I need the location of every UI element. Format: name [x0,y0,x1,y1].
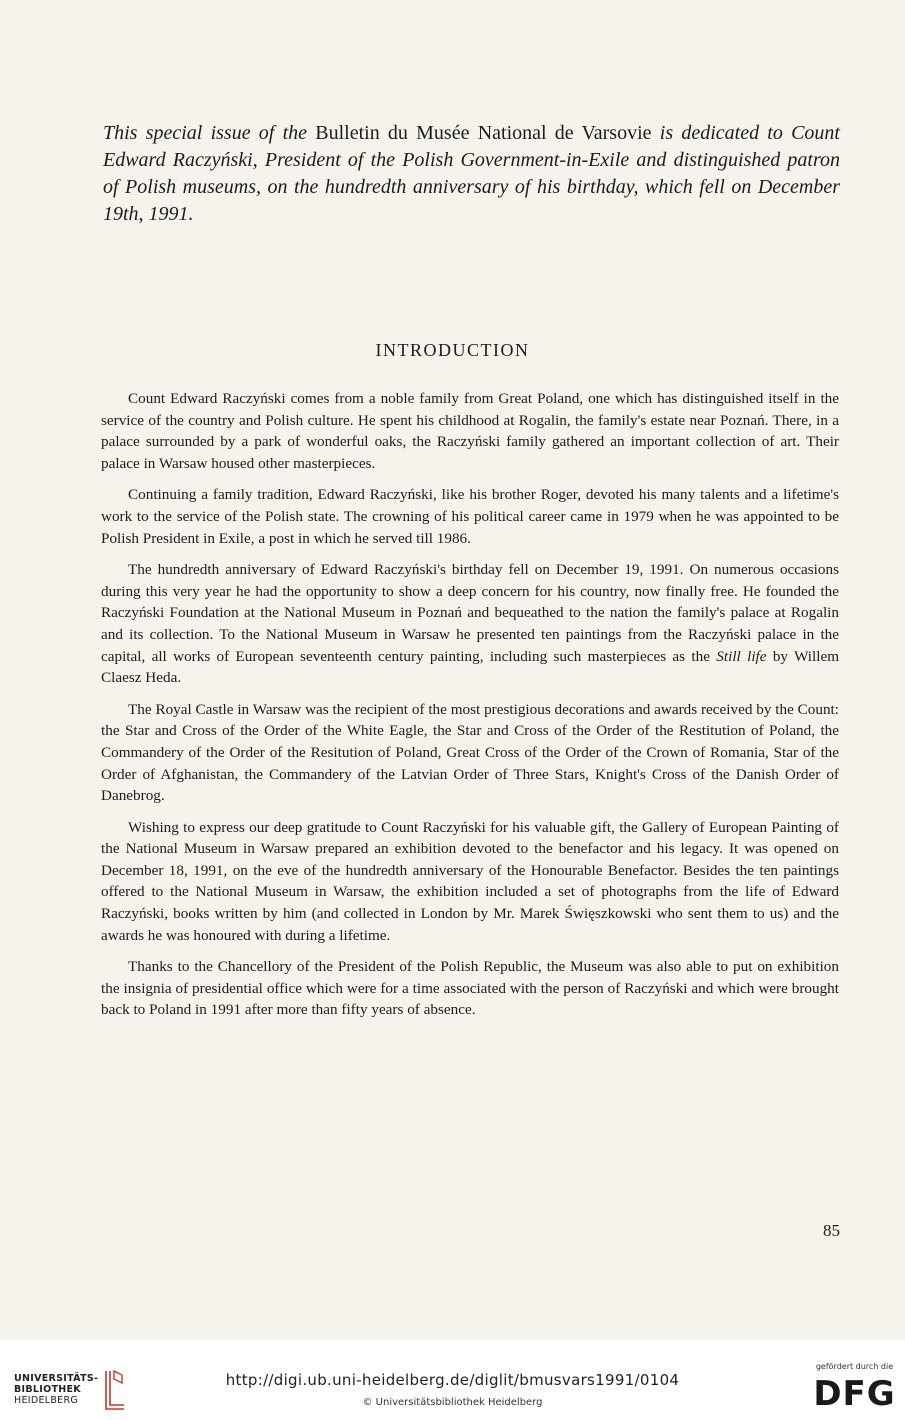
artwork-title: Still life [716,647,767,665]
page-number: 85 [823,1221,840,1240]
dedication [103,120,840,228]
introduction-body [101,388,839,1031]
dedication-text-start: This special issue of the [103,122,316,144]
paragraph-1: Count Edward Raczyński comes from a noble family from Great Poland, one which has distinguished itself in the service of the country and Polish culture. He spent his childhood at Rogalin, the family's estate near Poznań. There, in a palace surrounded by a park of wonderful oaks, the Raczyński family gathered an important collection of art. Their palace in Warsaw housed other masterpieces. [101,390,839,472]
copyright-notice: © Universitätsbibliothek Heidelberg [362,1397,543,1408]
paragraph-3-text: The hundredth anniversary of Edward Raczyński's birthday fell on December 19, 1991. On numerous occasions during this very year he had the opportunity to show a deep concern for his country, now finally free. He founded the Raczyński Foundation at the National Museum in Poznań and bequeathed to the nation the family's palace at Rogalin and its collection. To the National Museum in Warsaw he presented ten paintings from the Raczyński palace in the capital, all works of European seventeenth century painting, including such masterpieces as the [101,561,839,665]
permalink-link[interactable]: http://digi.ub.uni-heidelberg.de/diglit/bmusvars1991/0104 [225,1371,680,1389]
paragraph-6: Thanks to the Chancellory of the President of the Polish Republic, the Museum was also able to put on exhibition the insignia of presidential office which were for a time associated with the person of Raczyński and which were brought back to Poland in 1991 after more than fifty years of absence. [101,958,839,1019]
paragraph-3-end: by Willem Claesz Heda. [101,647,840,687]
library-line-3: HEIDELBERG [14,1395,79,1406]
digitization-footer [0,1340,905,1420]
journal-title: Bulletin du Musée National de Varsovie [315,122,652,144]
library-line-1: UNIVERSITÄTS- [14,1373,99,1384]
funded-by-label: gefördert durch die [815,1362,894,1371]
paragraph-3 [101,559,839,689]
paragraph-4: The Royal Castle in Warsaw was the recipient of the most prestigious decorations and awards received by the Count: the Star and Cross of the Order of the White Eagle, the Star and Cross of the Order of the Restitution of Poland, the Commandery of the Order of the Resitution of Poland, Great Cross of the Order of the Crown of Romania, Star of the Order of Afghanistan, the Commandery of the Latvian Order of Three Stars, Knight's Cross of the Danish Order of Danebrog. [101,700,839,805]
paragraph-2: Continuing a family tradition, Edward Raczyński, like his brother Roger, devoted his many talents and a lifetime's work to the service of the Polish state. The crowning of his political career came in 1979 when he was appointed to be Polish President in Exile, a post in which he served till 1986. [101,486,839,547]
section-heading: INTRODUCTION [375,340,530,360]
dfg-logo: DFG [813,1374,896,1414]
library-line-2: BIBLIOTHEK [14,1384,81,1395]
paragraph-5: Wishing to express our deep gratitude to Count Raczyński for his valuable gift, the Gallery of European Painting of the National Museum in Warsaw prepared an exhibition devoted to the benefactor and his legacy. It was opened on December 18, 1991, on the eve of the hundredth anniversary of the Honourable Benefactor. Besides the ten paintings offered to the National Museum in Warsaw, the exhibition included a set of photographs from the life of Edward Raczyński, books written by him (and collected in London by Mr. Marek Święszkowski who sent them to us) and the awards he was honoured with during a lifetime. [101,818,839,944]
dedication-text-end: is dedicated to Count Edward Raczyński, President of the Polish Government-in-Exile and distinguished patron of Polish museums, on the hundredth anniversary of his birthday, which fell on December 19th, 1991. [103,122,840,225]
